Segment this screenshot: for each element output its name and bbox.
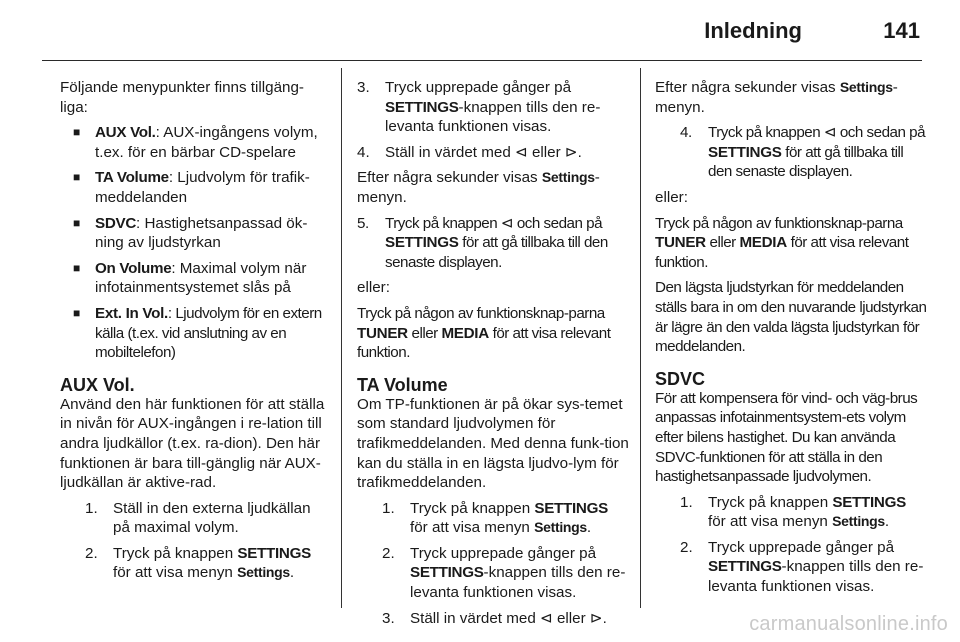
section-paragraph: För att kompensera för vind- och väg-brus anpassas infotainmentsystem-ets volym efter bilens hastighet. Du kan använda SDVC-funktionen för att ställa in den hastighetsanpassade ljudvolymen. (655, 389, 918, 486)
page-number: 141 (883, 18, 920, 43)
intro-text: Följande menypunkter finns tillgäng-liga: (60, 79, 304, 116)
alt-text: Tryck på någon av funktionsknap-parna TUNER eller MEDIA för att visa relevant funktion. (655, 214, 909, 271)
left-arrow-icon: ⊲ (515, 143, 528, 161)
left-arrow-icon: ⊲ (500, 214, 514, 232)
step-item: 1. Ställ in den externa ljudkällan på maximal volym. (85, 499, 311, 537)
or-text: eller: (655, 188, 688, 206)
alt-text: Tryck på någon av funktionsknap-parna TUNER eller MEDIA för att visa relevant funktion. (357, 304, 611, 362)
section-heading: TA Volume (357, 374, 448, 395)
column-2 (357, 78, 629, 634)
section-heading: AUX Vol. (60, 374, 135, 395)
column-divider (341, 68, 342, 608)
column-1 (60, 78, 330, 589)
step-item: 5. Tryck på knappen ⊲ och sedan på SETTINGS för att gå tillbaka till den senaste displayen. (357, 214, 608, 271)
step-item: 4. Tryck på knappen ⊲ och sedan på SETTINGS för att gå tillbaka till den senaste displayen. (680, 124, 926, 181)
right-arrow-icon: ⊳ (589, 609, 603, 627)
step-note: Efter några sekunder visas Settings-menyn. (357, 169, 600, 206)
step-item: 3. Tryck upprepade gånger på SETTINGS-knappen tills den re-levanta funktionen visas. (357, 79, 601, 136)
page-title: Inledning (704, 18, 802, 43)
step-note: Efter några sekunder visas Settings-menyn. (655, 79, 898, 116)
list-item: ■ On Volume: Maximal volym när infotainmentsystemet slås på (73, 259, 330, 298)
note-paragraph: Den lägsta ljudstyrkan för meddelanden ställs bara in om den nuvarande ljudstyrkan är lägre än den valda lägsta ljudstyrkan för meddelanden. (655, 279, 927, 356)
column-3 (655, 78, 927, 603)
step-item: 2. Tryck på knappen SETTINGS för att visa menyn Settings. (85, 544, 311, 582)
step-item: 2. Tryck upprepade gånger på SETTINGS-knappen tills den re-levanta funktionen visas. (680, 538, 924, 596)
list-item: ■ TA Volume: Ljudvolym för trafik-meddelanden (73, 168, 330, 207)
step-item: 4. Ställ in värdet med ⊲ eller ⊳. (357, 143, 582, 161)
left-arrow-icon: ⊲ (823, 124, 837, 142)
watermark: carmanualsonline.info (749, 613, 948, 635)
section-heading: SDVC (655, 368, 706, 389)
left-arrow-icon: ⊲ (540, 609, 553, 627)
step-item: 1. Tryck på knappen SETTINGS för att visa menyn Settings. (382, 499, 608, 537)
list-item: ■ SDVC: Hastighetsanpassad ök-ning av ljudstyrkan (73, 214, 330, 253)
section-paragraph: Om TP-funktionen är på ökar sys-temet som standard ljudvolymen för trafikmeddelanden. Med denna funk-tion kan du ställa in en lägsta ljudvo-lym för trafikmeddelanden. (357, 395, 629, 492)
page-header (42, 0, 922, 61)
or-text: eller: (357, 279, 390, 297)
section-paragraph: Använd den här funktionen för att ställa in nivån för AUX-ingången i re-lation till andra ljudkällor (t.ex. ra-dion). Den här funktionen är bara till-gänglig när AUX-ljudkällan är aktive-rad. (60, 395, 325, 492)
step-item: 3. Ställ in värdet med ⊲ eller ⊳. (382, 609, 607, 627)
list-item: ■ Ext. In Vol.: Ljudvolym för en extern källa (t.ex. vid anslutning av en mobiltelefon) (73, 304, 330, 363)
step-item: 2. Tryck upprepade gånger på SETTINGS-knappen tills den re-levanta funktionen visas. (382, 544, 626, 602)
step-item: 1. Tryck på knappen SETTINGS för att visa menyn Settings. (680, 493, 906, 531)
list-item: ■ AUX Vol.: AUX-ingångens volym, t.ex. för en bärbar CD-spelare (73, 123, 330, 162)
right-arrow-icon: ⊳ (564, 143, 578, 161)
column-divider (640, 68, 641, 608)
